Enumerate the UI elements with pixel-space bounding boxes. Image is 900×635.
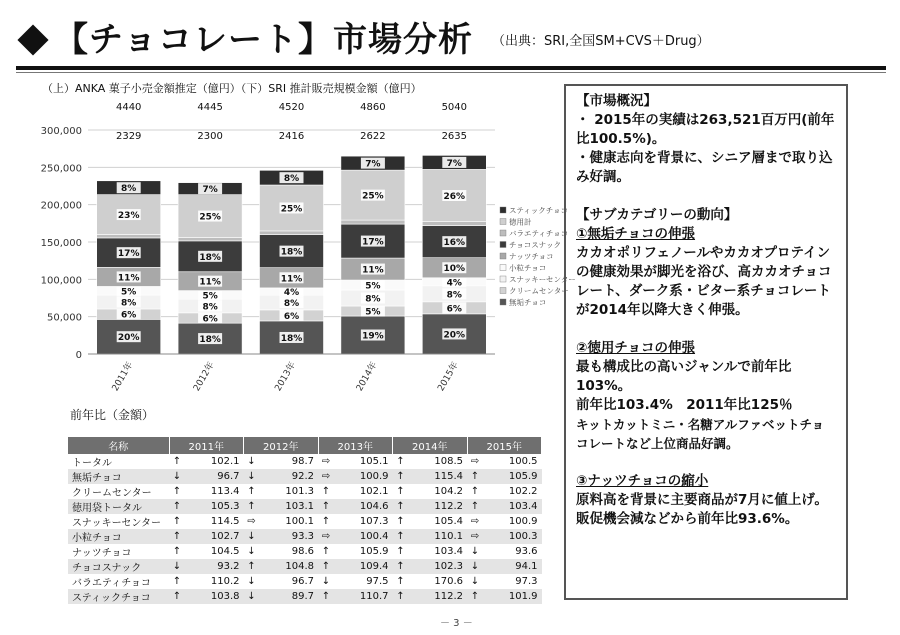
arrow-up-icon: ↑: [467, 589, 483, 604]
yoy-value: 98.7: [260, 454, 319, 469]
yoy-value: 102.2: [483, 484, 542, 499]
title-rule-thin: [16, 72, 886, 73]
arrow-right-icon: ⇨: [467, 514, 483, 529]
arrow-down-icon: ↓: [244, 529, 260, 544]
data-label: 11%: [199, 277, 221, 288]
arrow-up-icon: ↑: [393, 559, 409, 574]
yoy-value: 112.2: [409, 589, 468, 604]
arrow-up-icon: ↑: [393, 469, 409, 484]
section-3-body: 原料高を背景に主要商品が7月に値上げ。販促機会減などから前年比93.6%。: [576, 492, 828, 527]
table-row: [68, 454, 542, 469]
yoy-value: 114.5: [185, 514, 244, 529]
legend-entry: 小粒チョコ: [509, 263, 547, 273]
data-label: 5%: [202, 291, 218, 302]
row-name: チョコスナック: [68, 559, 169, 574]
table-row: [68, 589, 542, 604]
arrow-down-icon: ↓: [467, 559, 483, 574]
bar-segment: [260, 231, 324, 235]
yoy-header-row: [68, 437, 542, 454]
data-label: 8%: [283, 174, 300, 185]
data-label: 19%: [362, 331, 384, 342]
arrow-right-icon: ⇨: [318, 529, 334, 544]
yoy-value: 102.1: [185, 454, 244, 469]
yoy-table-body: [68, 454, 542, 604]
table-row: [68, 484, 542, 499]
data-label: 20%: [443, 330, 466, 341]
arrow-down-icon: ↓: [467, 544, 483, 559]
arrow-down-icon: ↓: [318, 574, 334, 589]
yoy-title: 前年比（金額）: [70, 408, 155, 422]
yoy-value: 96.7: [260, 574, 319, 589]
arrow-up-icon: ↑: [244, 499, 260, 514]
data-label: 18%: [280, 333, 303, 344]
legend-swatch: [500, 230, 506, 236]
yoy-value: 96.7: [185, 469, 244, 484]
x-tick-label: 2012年: [192, 360, 217, 394]
section-2-line-2: 前年比103.4% 2011年比125％: [576, 397, 793, 413]
yoy-value: 105.9: [334, 544, 393, 559]
chart-caption: （上）ANKA 菓子小売金額推定（億円）（下）SRI 推計販売規模金額（億円）: [42, 82, 422, 95]
data-label: 7%: [365, 159, 381, 170]
arrow-up-icon: ↑: [393, 484, 409, 499]
arrow-right-icon: ⇨: [467, 454, 483, 469]
arrow-up-icon: ↑: [169, 589, 185, 604]
data-label: 5%: [365, 307, 381, 318]
table-row: [68, 529, 542, 544]
subcategory-heading: 【サブカテゴリーの動向】: [576, 207, 738, 223]
x-tick-label: 2015年: [436, 360, 461, 394]
data-label: 17%: [117, 249, 140, 260]
section-2-line-3: キットカットミニ・名糖アルファベットチョコレートなど上位商品好調。: [576, 417, 825, 451]
data-label: 7%: [202, 185, 218, 196]
data-label: 18%: [280, 247, 303, 258]
row-name: ナッツチョコ: [68, 544, 169, 559]
yoy-value: 101.3: [260, 484, 319, 499]
row-name: スナッキーセンター: [68, 514, 169, 529]
data-label: 6%: [446, 304, 462, 315]
diamond-bullet-icon: [17, 24, 48, 55]
yoy-value: 89.7: [260, 589, 319, 604]
yoy-value: 104.5: [185, 544, 244, 559]
table-row: [68, 499, 542, 514]
yoy-value: 93.6: [483, 544, 542, 559]
legend-entry: チョコスナック: [509, 240, 561, 250]
legend-swatch: [500, 276, 506, 282]
bar-top-label: 4445: [197, 102, 223, 113]
bar-top-label: 4860: [360, 102, 386, 113]
legend-swatch: [500, 288, 506, 294]
arrow-up-icon: ↑: [467, 469, 483, 484]
yoy-value: 101.9: [483, 589, 542, 604]
x-tick-label: 2011年: [110, 360, 136, 394]
arrow-up-icon: ↑: [169, 544, 185, 559]
arrow-up-icon: ↑: [318, 499, 334, 514]
arrow-up-icon: ↑: [393, 454, 409, 469]
arrow-up-icon: ↑: [318, 544, 334, 559]
arrow-up-icon: ↑: [393, 589, 409, 604]
data-label: 8%: [365, 294, 381, 305]
yoy-header-2012: 2012年: [244, 437, 319, 454]
arrow-up-icon: ↑: [318, 589, 334, 604]
legend-entry: バラエティチョコ: [509, 229, 569, 238]
page-title-text: 【チョコレート】市場分析: [54, 20, 473, 60]
arrow-right-icon: ⇨: [467, 529, 483, 544]
yoy-value: 109.4: [334, 559, 393, 574]
arrow-up-icon: ↑: [244, 559, 260, 574]
arrow-up-icon: ↑: [393, 529, 409, 544]
summary-box: [564, 84, 848, 600]
data-label: 16%: [443, 238, 466, 249]
table-row: [68, 469, 542, 484]
bar-second-label: 2622: [360, 131, 386, 142]
table-row: [68, 544, 542, 559]
arrow-up-icon: ↑: [318, 559, 334, 574]
data-label: 8%: [121, 184, 137, 195]
data-label: 18%: [199, 335, 221, 346]
stacked-bar-chart: [30, 96, 576, 396]
arrow-up-icon: ↑: [318, 514, 334, 529]
yoy-value: 94.1: [483, 559, 542, 574]
legend-swatch: [500, 265, 506, 271]
page-header: [16, 8, 886, 70]
data-label: 26%: [443, 192, 466, 203]
page-number: － 3 －: [440, 618, 473, 629]
yoy-value: 115.4: [409, 469, 468, 484]
market-heading: 【市場概況】: [576, 93, 657, 109]
x-tick-label: 2014年: [354, 360, 380, 394]
yoy-value: 103.1: [260, 499, 319, 514]
section-3-title: ③ナッツチョコの縮小: [576, 473, 709, 489]
arrow-right-icon: ⇨: [244, 514, 260, 529]
y-tick-label: 50,000: [47, 312, 82, 324]
data-label: 10%: [443, 264, 466, 275]
data-label: 11%: [280, 274, 303, 285]
arrow-down-icon: ↓: [467, 574, 483, 589]
yoy-value: 105.3: [185, 499, 244, 514]
data-label: 8%: [202, 302, 218, 313]
data-label: 20%: [117, 333, 140, 344]
legend-entry: クリームセンター: [509, 286, 569, 296]
page-title: [16, 12, 473, 61]
yoy-value: 110.7: [334, 589, 393, 604]
market-point-1: ・ 2015年の実績は263,521百万円(前年比100.5%)。: [576, 112, 835, 147]
bar-second-label: 2329: [115, 131, 142, 142]
yoy-value: 104.8: [260, 559, 319, 574]
yoy-value: 100.1: [260, 514, 319, 529]
arrow-up-icon: ↑: [169, 529, 185, 544]
arrow-right-icon: ⇨: [318, 469, 334, 484]
row-name: クリームセンター: [68, 484, 169, 499]
bar-second-label: 2300: [197, 131, 223, 142]
yoy-header-name: 名称: [68, 437, 169, 454]
data-label: 18%: [199, 252, 221, 263]
y-tick-label: 250,000: [40, 163, 82, 175]
data-label: 8%: [446, 290, 462, 301]
title-rule-thick: [16, 66, 886, 70]
yoy-value: 100.9: [334, 469, 393, 484]
bar-segment: [341, 220, 405, 224]
row-name: スティックチョコ: [68, 589, 169, 604]
yoy-value: 105.1: [334, 454, 393, 469]
yoy-value: 100.5: [483, 454, 542, 469]
yoy-value: 110.1: [409, 529, 468, 544]
arrow-up-icon: ↑: [169, 484, 185, 499]
yoy-value: 105.9: [483, 469, 542, 484]
yoy-value: 97.3: [483, 574, 542, 589]
data-label: 17%: [362, 237, 384, 248]
yoy-value: 102.7: [185, 529, 244, 544]
yoy-value: 97.5: [334, 574, 393, 589]
section-1-title: ①無垢チョコの伸張: [576, 226, 696, 242]
arrow-up-icon: ↑: [169, 574, 185, 589]
data-label: 5%: [365, 281, 381, 292]
arrow-up-icon: ↑: [169, 454, 185, 469]
arrow-down-icon: ↓: [244, 469, 260, 484]
arrow-up-icon: ↑: [393, 574, 409, 589]
y-tick-label: 100,000: [40, 275, 82, 287]
row-name: 徳用袋トータル: [68, 499, 169, 514]
yoy-value: 107.3: [334, 514, 393, 529]
arrow-up-icon: ↑: [318, 484, 334, 499]
arrow-down-icon: ↓: [244, 544, 260, 559]
source-note: （出典：SRI,全国SM+CVS＋Drug）: [492, 34, 710, 49]
yoy-value: 93.2: [185, 559, 244, 574]
yoy-value: 98.6: [260, 544, 319, 559]
x-tick-label: 2013年: [273, 360, 299, 394]
data-label: 4%: [446, 278, 462, 289]
section-1-body: カカオポリフェノールやカカオプロテインの健康効果が脚光を浴び、高カカオチョコレート、ダーク系・ビター系チョコレートが2014年以降大きく伸張。: [576, 245, 832, 318]
yoy-header-2011: 2011年: [169, 437, 244, 454]
bar-second-label: 2416: [278, 131, 305, 142]
data-label: 5%: [121, 287, 137, 298]
arrow-up-icon: ↑: [169, 514, 185, 529]
yoy-value: 104.6: [334, 499, 393, 514]
arrow-up-icon: ↑: [244, 484, 260, 499]
arrow-up-icon: ↑: [169, 499, 185, 514]
bar-top-label: 4440: [115, 102, 142, 113]
data-label: 25%: [362, 191, 384, 202]
data-label: 25%: [280, 204, 303, 215]
yoy-value: 112.2: [409, 499, 468, 514]
data-label: 8%: [121, 298, 137, 309]
market-point-2: ・健康志向を背景に、シニア層まで取り込み好調。: [576, 150, 833, 185]
bar-top-label: 5040: [441, 102, 468, 113]
arrow-up-icon: ↑: [393, 544, 409, 559]
yoy-value: 113.4: [185, 484, 244, 499]
yoy-value: 105.4: [409, 514, 468, 529]
data-label: 11%: [117, 273, 140, 284]
row-name: トータル: [68, 454, 169, 469]
legend-entry: ナッツチョコ: [509, 252, 554, 261]
yoy-table: [68, 437, 542, 604]
row-name: バラエティチョコ: [68, 574, 169, 589]
legend-swatch: [500, 253, 506, 259]
table-row: [68, 574, 542, 589]
section-2-body: 最も構成比の高いジャンルで前年比103%。: [576, 359, 792, 394]
yoy-header-2015: 2015年: [467, 437, 542, 454]
section-2-title: ②徳用チョコの伸張: [576, 340, 696, 356]
data-label: 8%: [283, 299, 300, 310]
bar-segment: [178, 237, 242, 240]
arrow-down-icon: ↓: [169, 469, 185, 484]
data-label: 6%: [283, 311, 300, 322]
table-row: [68, 559, 542, 574]
arrow-up-icon: ↑: [467, 484, 483, 499]
arrow-down-icon: ↓: [244, 574, 260, 589]
arrow-up-icon: ↑: [393, 514, 409, 529]
yoy-value: 102.3: [409, 559, 468, 574]
yoy-value: 100.3: [483, 529, 542, 544]
arrow-up-icon: ↑: [393, 499, 409, 514]
y-tick-label: 300,000: [40, 126, 82, 137]
yoy-value: 100.9: [483, 514, 542, 529]
yoy-header-2013: 2013年: [318, 437, 393, 454]
data-label: 6%: [121, 310, 137, 321]
bar-second-label: 2635: [441, 131, 468, 142]
yoy-value: 104.2: [409, 484, 468, 499]
data-label: 4%: [283, 288, 300, 299]
legend-entry: スティックチョコ: [509, 206, 569, 215]
arrow-down-icon: ↓: [169, 559, 185, 574]
data-label: 7%: [446, 158, 462, 169]
yoy-value: 102.1: [334, 484, 393, 499]
yoy-value: 92.2: [260, 469, 319, 484]
yoy-value: 110.2: [185, 574, 244, 589]
yoy-value: 108.5: [409, 454, 468, 469]
y-tick-label: 0: [75, 350, 82, 361]
yoy-value: 103.8: [185, 589, 244, 604]
legend-swatch: [500, 207, 506, 213]
row-name: 無垢チョコ: [68, 469, 169, 484]
yoy-value: 93.3: [260, 529, 319, 544]
bar-top-label: 4520: [278, 102, 305, 113]
bar-segment: [422, 222, 486, 226]
legend-entry: 徳用計: [509, 217, 532, 227]
bar-segment: [97, 234, 161, 237]
y-tick-label: 150,000: [40, 238, 82, 249]
legend-swatch: [500, 242, 506, 248]
legend-swatch: [500, 219, 506, 225]
legend-swatch: [500, 299, 506, 305]
table-row: [68, 514, 542, 529]
data-label: 23%: [117, 211, 140, 222]
legend-entry: スナッキーセンター: [509, 275, 576, 284]
data-label: 11%: [362, 265, 384, 276]
yoy-header-2014: 2014年: [393, 437, 468, 454]
yoy-value: 103.4: [409, 544, 468, 559]
arrow-down-icon: ↓: [244, 454, 260, 469]
arrow-down-icon: ↓: [244, 589, 260, 604]
yoy-value: 103.4: [483, 499, 542, 514]
row-name: 小粒チョコ: [68, 529, 169, 544]
y-tick-label: 200,000: [40, 200, 82, 212]
yoy-value: 170.6: [409, 574, 468, 589]
arrow-right-icon: ⇨: [318, 454, 334, 469]
data-label: 25%: [199, 212, 221, 223]
yoy-value: 100.4: [334, 529, 393, 544]
legend-entry: 無垢チョコ: [509, 298, 547, 307]
arrow-up-icon: ↑: [467, 499, 483, 514]
data-label: 6%: [202, 314, 218, 325]
